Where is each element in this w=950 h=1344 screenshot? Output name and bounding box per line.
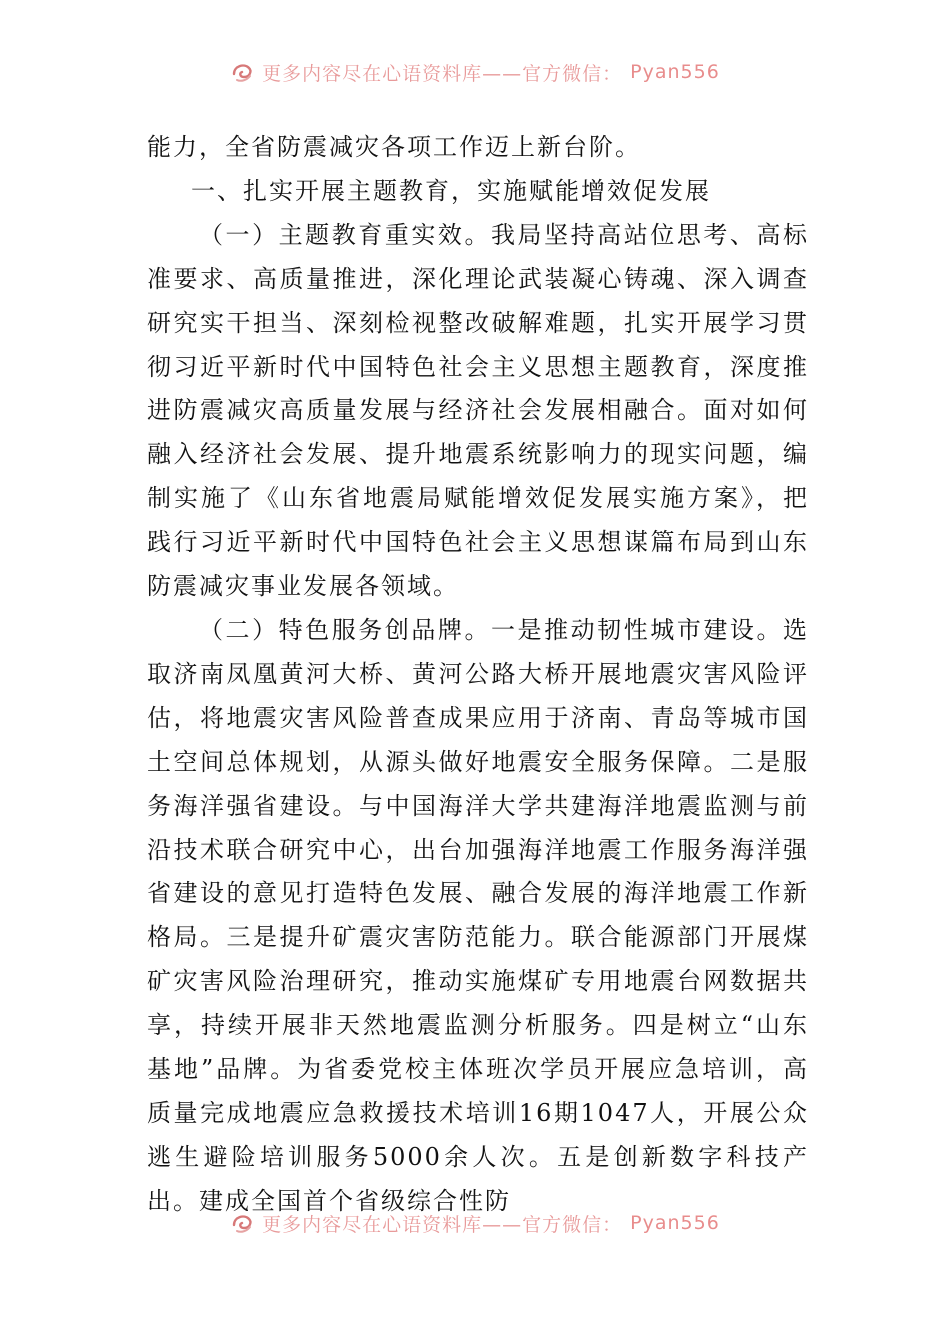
brand-swirl-icon (230, 1211, 254, 1235)
watermark-wechat-id: Pyan556 (630, 61, 720, 83)
document-body (147, 126, 809, 1224)
watermark-text: 更多内容尽在心语资料库——官方微信： (262, 62, 623, 85)
watermark-wechat-id: Pyan556 (630, 1212, 720, 1234)
brand-swirl-icon (230, 60, 254, 84)
paragraph-theme-education: （一）主题教育重实效。我局坚持高站位思考、高标准要求、高质量推进，深化理论武装凝心铸魂、深入调查研究实干担当、深刻检视整改破解难题，扎实开展学习贯彻习近平新时代中国特色社会主义思想主题教育，深度推进防震减灾高质量发展与经济社会发展相融合。面对如何融入经济社会发展、提升地震系统影响力的现实问题，编制实施了《山东省地震局赋能增效促发展实施方案》，把践行习近平新时代中国特色社会主义思想谋篇布局到山东防震减灾事业发展各领域。 (147, 220, 809, 601)
header-watermark (0, 52, 950, 92)
footer-watermark (0, 1203, 950, 1243)
section-heading: 一、扎实开展主题教育，实施赋能增效促发展 (191, 176, 711, 205)
paragraph-featured-services: （二）特色服务创品牌。一是推动韧性城市建设。选取济南凤凰黄河大桥、黄河公路大桥开展地震灾害风险评估，将地震灾害风险普查成果应用于济南、青岛等城市国土空间总体规划，从源头做好地震安全服务保障。二是服务海洋强省建设。与中国海洋大学共建海洋地震监测与前沿技术联合研究中心，出台加强海洋地震工作服务海洋强省建设的意见打造特色发展、融合发展的海洋地震工作新格局。三是提升矿震灾害防范能力。联合能源部门开展煤矿灾害风险治理研究，推动实施煤矿专用地震台网数据共享，持续开展非天然地震监测分析服务。四是树立“山东基地”品牌。为省委党校主体班次学员开展应急培训，高质量完成地震应急救援技术培训16期1047人，开展公众逃生避险培训服务5000余人次。五是创新数字科技产出。建成全国首个省级综合性防 (147, 615, 809, 1215)
watermark-text: 更多内容尽在心语资料库——官方微信： (262, 1213, 623, 1236)
paragraph-continuation: 能力，全省防震减灾各项工作迈上新台阶。 (147, 133, 641, 161)
